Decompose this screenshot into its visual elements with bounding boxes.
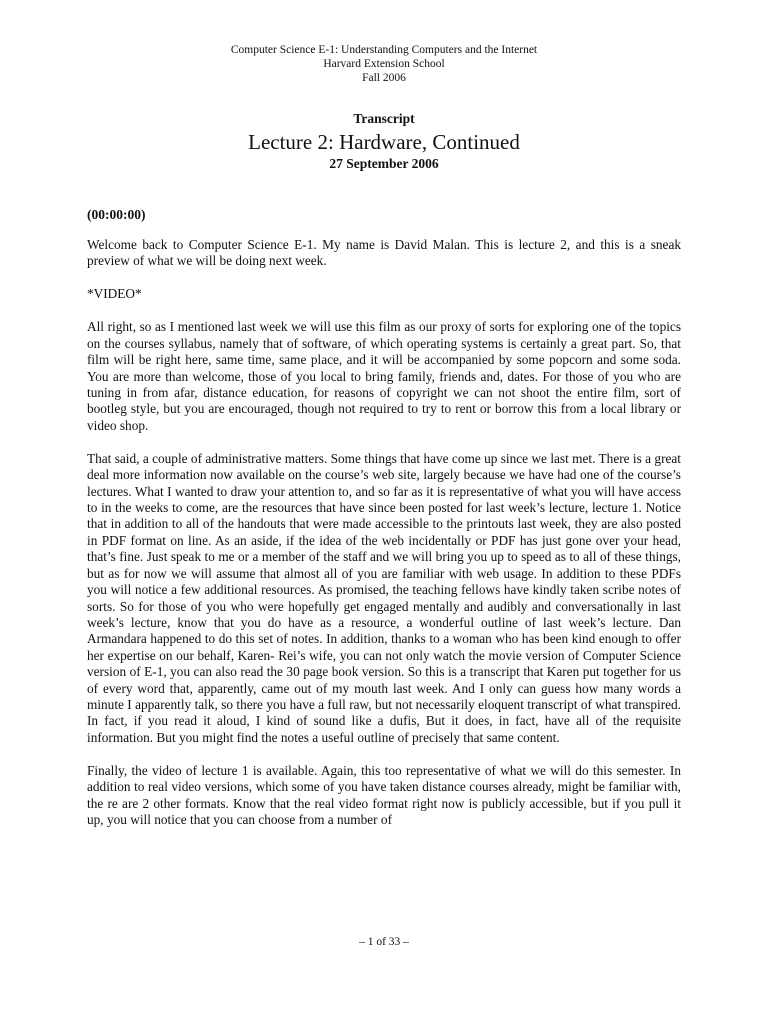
timestamp: (00:00:00) bbox=[87, 207, 146, 222]
document-header bbox=[0, 43, 768, 85]
term: Fall 2006 bbox=[362, 72, 406, 84]
paragraph-video-marker: *VIDEO* bbox=[87, 286, 142, 302]
paragraph-welcome: Welcome back to Computer Science E-1. My name is David Malan. This is lecture 2, and this is a sneak preview of what we will be doing next week. bbox=[87, 237, 681, 269]
paragraph-film: All right, so as I mentioned last week we will use this film as our proxy of sorts for exploring one of the topics on the courses syllabus, namely that of software, of which operating systems is certainly a great part. So, that film will be right here, same time, same place, and it will be accompanied by some popcorn and some soda. You are more than welcome, those of you local to bring family, friends and, dates. For those of you who are tuning in from afar, distance education, for reasons of copyright we can not shoot the entire film, sort of bootleg style, but you are encouraged, though not required to try to rent or borrow this from a local library or video shop. bbox=[87, 319, 681, 433]
page-number: – 1 of 33 – bbox=[359, 936, 409, 948]
paragraph-video-formats: Finally, the video of lecture 1 is available. Again, this too representative of what we will do this semester. In addition to real video versions, which some of you have taken distance courses already, might be familiar with, the re are 2 other formats. Know that the real video format right now is publicly accessible, but if you pull it up, you will notice that you can choose from a number of bbox=[87, 762, 681, 827]
school-name: Harvard Extension School bbox=[323, 58, 445, 70]
lecture-title: Lecture 2: Hardware, Continued bbox=[248, 130, 520, 154]
lecture-date: 27 September 2006 bbox=[329, 156, 439, 171]
document-kicker: Transcript bbox=[353, 111, 415, 126]
paragraph-admin: That said, a couple of administrative matters. Some things that have come up since we last met. There is a great deal more information now available on the course’s web site, largely because we have had one of the course’s lectures. What I wanted to draw your attention to, and so far as it is representative of what you will have access to in the weeks to come, are the resources that have since been posted for last week’s lecture, lecture 1. Notice that in addition to all of the handouts that were made accessible to the printouts last week, they are also posted in PDF format on line. As an aside, if the idea of the web incidentally or PDF has just gone over your head, that’s fine. Just speak to me or a member of the staff and we will bring you up to speed as to all of these things, but as for now we will assume that almost all of you are familiar with web usage. In addition to these PDFs you will notice a few additional resources. As promised, the teaching fellows have kindly taken scribe notes of sorts. So for those of you who were hopefully get engaged mentally and audibly and conversationally in last week’s lecture, know that you do have as a resource, a wonderful outline of last week’s lecture. Dan Armandara happened to do this set of notes. In addition, thanks to a woman who has been kind enough to offer her expertise on our behalf, Karen- Rei’s wife, you can not only watch the movie version of Computer Science version of E-1, you can also read the 30 page book version. So this is a transcript that Karen put together for us of every word that, apparently, came out of my mouth last week. And I only can guess how many words a minute I apparently talk, so there you have a full raw, but not necessarily eloquent transcript of what transpired. In fact, if you read it aloud, I kind of sound like a dufis, But it does, in fact, have all of the requisite information. But you might find the notes a useful outline of precisely that same content. bbox=[87, 450, 681, 745]
transcript-body bbox=[87, 237, 681, 845]
course-name: Computer Science E-1: Understanding Computers and the Internet bbox=[230, 44, 538, 56]
title-block bbox=[0, 111, 768, 172]
